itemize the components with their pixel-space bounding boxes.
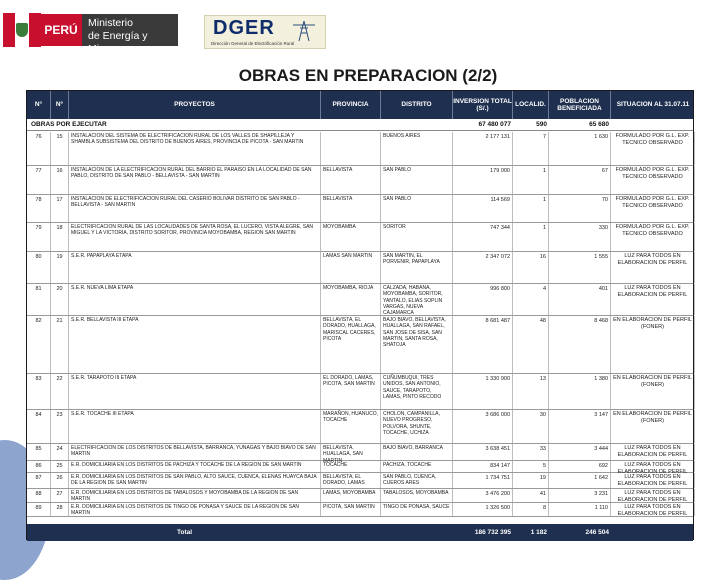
cell-no: 83 — [27, 374, 51, 409]
cell-poblacion: 1 380 — [549, 374, 611, 409]
cell-no: 88 — [27, 489, 51, 502]
cell-proyecto: INSTALACION DE ELECTRIFICACION RURAL DEL CASERIO BOLIVAR DISTRITO DE SAN PABLO - BELLAVISTA - SAN MARTIN — [69, 195, 321, 222]
cell-no: 80 — [27, 252, 51, 283]
cell-poblacion: 3 444 — [549, 444, 611, 460]
cell-distrito: PACHIZA, TOCACHE — [381, 461, 453, 472]
cell-inversion: 1 326 500 — [453, 503, 513, 516]
cell-provincia — [321, 132, 381, 165]
section-poblacion: 65 680 — [589, 121, 609, 128]
cell-distrito: CALZADA, HABANA, MOYOBAMBA, SORITOR, YANTALO, ELIAS SOPLIN VARGAS, NUEVA CAJAMARCA — [381, 284, 453, 315]
cell-distrito: TINGO DE PONASA, SAUCE — [381, 503, 453, 516]
cell-proyecto: S.E.R. NUEVA LIMA ETAPA — [69, 284, 321, 315]
cell-no: 87 — [27, 473, 51, 488]
section-inversion: 67 480 077 — [478, 121, 511, 128]
cell-provincia: LAMAS SAN MARTIN — [321, 252, 381, 283]
cell-inversion: 1 734 751 — [453, 473, 513, 488]
cell-situacion: LUZ PARA TODOS EN ELABORACION DE PERFIL — [611, 461, 695, 472]
cell-localid: 19 — [513, 473, 549, 488]
cell-localid: 1 — [513, 223, 549, 251]
table-row — [27, 195, 693, 223]
cell-n: 15 — [51, 132, 69, 165]
cell-proyecto: S.E.R. BELLAVISTA III ETAPA — [69, 316, 321, 373]
cell-inversion: 996 800 — [453, 284, 513, 315]
header-proyectos: PROYECTOS — [69, 91, 321, 119]
cell-localid: 4 — [513, 284, 549, 315]
header-localid: LOCALID. — [513, 91, 549, 119]
cell-distrito: TABALOSOS, MOYOBAMBA — [381, 489, 453, 502]
cell-poblacion: 401 — [549, 284, 611, 315]
cell-localid: 5 — [513, 461, 549, 472]
ministry-logo — [82, 14, 178, 55]
cell-poblacion: 1 555 — [549, 252, 611, 283]
cell-no: 77 — [27, 166, 51, 194]
total-row — [27, 524, 693, 541]
cell-inversion: 1 330 900 — [453, 374, 513, 409]
table-row — [27, 166, 693, 195]
cell-n: 19 — [51, 252, 69, 283]
table-row — [27, 284, 693, 316]
header-poblacion: POBLACION BENEFICIADA — [549, 91, 611, 119]
header-inversion: INVERSION TOTAL (S/.) — [453, 91, 513, 119]
cell-n: 28 — [51, 503, 69, 516]
cell-poblacion: 67 — [549, 166, 611, 194]
cell-n: 25 — [51, 461, 69, 472]
cell-n: 18 — [51, 223, 69, 251]
cell-localid: 41 — [513, 489, 549, 502]
cell-localid: 13 — [513, 374, 549, 409]
cell-distrito: BAJO BIAVO, BARRANCA — [381, 444, 453, 460]
cell-no: 79 — [27, 223, 51, 251]
peru-coat-of-arms-icon — [3, 13, 41, 47]
cell-inversion: 8 681 487 — [453, 316, 513, 373]
cell-poblacion: 692 — [549, 461, 611, 472]
cell-n: 23 — [51, 410, 69, 443]
cell-situacion: FORMULADO POR G.L. EXP. TECNICO OBSERVADO — [611, 132, 695, 165]
cell-provincia: MOYOBAMBA, RIOJA — [321, 284, 381, 315]
projects-table — [26, 90, 694, 540]
cell-n: 24 — [51, 444, 69, 460]
cell-localid: 30 — [513, 410, 549, 443]
total-localid: 1 182 — [530, 529, 547, 536]
cell-no: 76 — [27, 132, 51, 165]
cell-poblacion: 1 110 — [549, 503, 611, 516]
cell-poblacion: 330 — [549, 223, 611, 251]
cell-distrito: CHOLON, CAMPANILLA, NUEVO PROGRESO, POLVORA, SHUNTE, TOCACHE, UCHIZA — [381, 410, 453, 443]
cell-distrito: SAN PABLO, CUENCA, CUEROS ARES — [381, 473, 453, 488]
dger-logo — [204, 15, 326, 49]
cell-situacion: LUZ PARA TODOS EN ELABORACION DE PERFIL — [611, 489, 695, 502]
cell-proyecto: INSTALACION DEL SISTEMA DE ELECTRIFICACION RURAL DE LOS VALLES DE SHAPILLEJA Y SHAMBLA SUBSISTEMA DEL DISTRITO DE BUENOS AIRES, PROVINCIA DE PICOTA - SAN MARTIN — [69, 132, 321, 165]
peru-logo-label: PERÚ — [40, 14, 82, 46]
cell-situacion: LUZ PARA TODOS EN ELABORACION DE PERFIL — [611, 473, 695, 488]
cell-localid: 16 — [513, 252, 549, 283]
cell-no: 86 — [27, 461, 51, 472]
cell-provincia: TOCACHE — [321, 461, 381, 472]
header-n: N° — [51, 91, 69, 119]
cell-no: 85 — [27, 444, 51, 460]
page-title: OBRAS EN PREPARACION (2/2) — [238, 66, 498, 85]
cell-localid: 48 — [513, 316, 549, 373]
cell-inversion: 114 569 — [453, 195, 513, 222]
cell-proyecto: S.E.R. TOCACHE III ETAPA — [69, 410, 321, 443]
table-row — [27, 252, 693, 284]
cell-distrito: SAN PABLO — [381, 166, 453, 194]
cell-provincia: BELLAVISTA, EL DORADO, HUALLAGA, MARISCAL CACERES, PICOTA — [321, 316, 381, 373]
cell-localid: 33 — [513, 444, 549, 460]
cell-situacion: LUZ PARA TODOS EN ELABORACION DE PERFIL — [611, 444, 695, 460]
cell-distrito: CUÑUMBUQUI, TRES UNIDOS, SAN ANTONIO, SAUCE, TARAPOTO, LAMAS, PINTO RECODO — [381, 374, 453, 409]
cell-distrito: SAN MARTIN, EL PORVENIR, PAPAPLAYA — [381, 252, 453, 283]
cell-provincia: BELLAVISTA — [321, 195, 381, 222]
cell-provincia: BELLAVISTA, HUALLAGA, SAN MARTIN — [321, 444, 381, 460]
cell-proyecto: ELECTRIFICACION DE LOS DISTRITOS DE BELLAVISTA, BARRANCA, YUNAGAS Y BAJO BIAVO DE SAN MARTIN — [69, 444, 321, 460]
header-distrito: DISTRITO — [381, 91, 453, 119]
ministry-line-1: Ministerio — [88, 17, 133, 29]
cell-situacion: LUZ PARA TODOS EN ELABORACION DE PERFIL — [611, 284, 695, 315]
cell-n: 17 — [51, 195, 69, 222]
cell-inversion: 747 344 — [453, 223, 513, 251]
cell-no: 78 — [27, 195, 51, 222]
cell-situacion: EN ELABORACION DE PERFIL (FONER) — [611, 410, 695, 443]
cell-localid: 8 — [513, 503, 549, 516]
cell-poblacion: 1 630 — [549, 132, 611, 165]
section-label: OBRAS POR EJECUTAR — [31, 121, 107, 128]
cell-proyecto: ELECTRIFICACION RURAL DE LAS LOCALIDADES DE SANTA ROSA, EL LUCERO, VISTA ALEGRE, SAN MIGUEL Y LA VICTORIA, DISTRITO SORITOR, PROVINCIA MOYOBAMBA, REGION SAN MARTIN — [69, 223, 321, 251]
cell-inversion: 834 147 — [453, 461, 513, 472]
cell-situacion: EN ELABORACION DE PERFIL (FONER) — [611, 374, 695, 409]
cell-no: 89 — [27, 503, 51, 516]
table-row — [27, 461, 693, 473]
section-row — [27, 120, 693, 131]
cell-n: 21 — [51, 316, 69, 373]
cell-provincia: EL DORADO, LAMAS, PICOTA, SAN MARTIN — [321, 374, 381, 409]
dger-subtitle: Dirección General de Electrificación Rural — [211, 41, 295, 46]
cell-situacion: EN ELABORACION DE PERFIL (FONER) — [611, 316, 695, 373]
table-header-row — [27, 91, 693, 119]
cell-n: 27 — [51, 489, 69, 502]
cell-proyecto: E.R. DOMICILIARIA EN LOS DISTRITOS DE TINGO DE PONASA Y SAUCE DE LA REGION DE SAN MARTIN — [69, 503, 321, 516]
cell-distrito: SORITOR — [381, 223, 453, 251]
cell-distrito: SAN PABLO — [381, 195, 453, 222]
cell-distrito: BUENOS AIRES — [381, 132, 453, 165]
table-row — [27, 410, 693, 444]
cell-poblacion: 3 147 — [549, 410, 611, 443]
total-inversion: 186 732 395 — [474, 529, 511, 536]
cell-proyecto: S.E.R. TARAPOTO III ETAPA — [69, 374, 321, 409]
cell-poblacion: 1 642 — [549, 473, 611, 488]
cell-inversion: 2 347 072 — [453, 252, 513, 283]
header-situacion: SITUACION AL 31.07.11 — [616, 101, 690, 109]
cell-localid: 1 — [513, 195, 549, 222]
cell-no: 81 — [27, 284, 51, 315]
header-provincia: PROVINCIA — [321, 91, 381, 119]
cell-provincia: BELLAVISTA — [321, 166, 381, 194]
table-row — [27, 374, 693, 410]
cell-n: 16 — [51, 166, 69, 194]
table-row — [27, 444, 693, 464]
cell-distrito: BAJO BIAVO, BELLAVISTA, HUALLAGA, SAN RAFAEL, SAN JOSE DE SISA, SAN MARTIN, SANTA ROSA, SHATOJA — [381, 316, 453, 373]
cell-inversion: 179 000 — [453, 166, 513, 194]
cell-localid: 1 — [513, 166, 549, 194]
cell-proyecto: E.R. DOMICILIARIA EN LOS DISTRITOS DE SAN PABLO, ALTO SAUCE, CUENCA, ELENAS HUAYCA BAJA DE LA REGION DE SAN MARTIN — [69, 473, 321, 488]
cell-inversion: 3 476 200 — [453, 489, 513, 502]
cell-provincia: LAMAS, MOYOBAMBA — [321, 489, 381, 502]
page-header — [0, 0, 720, 62]
dger-title: DGER — [213, 17, 275, 39]
cell-situacion: FORMULADO POR G.L. EXP. TECNICO OBSERVADO — [611, 195, 695, 222]
power-tower-icon — [289, 20, 319, 42]
cell-inversion: 3 638 451 — [453, 444, 513, 460]
table-row — [27, 473, 693, 489]
total-label: Total — [177, 529, 193, 536]
cell-provincia: MARAÑON, HUANUCO, TOCACHE — [321, 410, 381, 443]
header-no: N° — [27, 91, 51, 119]
cell-proyecto: E.R. DOMICILIARIA EN LOS DISTRITOS DE TABALOSOS Y MOYOBAMBA DE LA REGION DE SAN MARTIN — [69, 489, 321, 502]
cell-proyecto: S.E.R. PAPAPLAYA ETAPA — [69, 252, 321, 283]
cell-inversion: 2 177 131 — [453, 132, 513, 165]
cell-localid: 7 — [513, 132, 549, 165]
table-row — [27, 132, 693, 166]
cell-situacion: LUZ PARA TODOS EN ELABORACION DE PERFIL — [611, 252, 695, 283]
table-row — [27, 503, 693, 517]
cell-proyecto: E.R. DOMICILIARIA EN LOS DISTRITOS DE PACHIZA Y TOCACHE DE LA REGION DE SAN MARTIN — [69, 461, 321, 472]
cell-no: 82 — [27, 316, 51, 373]
cell-inversion: 3 686 000 — [453, 410, 513, 443]
cell-provincia: MOYOBAMBA — [321, 223, 381, 251]
section-localid: 590 — [536, 121, 547, 128]
cell-n: 22 — [51, 374, 69, 409]
cell-provincia: PICOTA, SAN MARTIN — [321, 503, 381, 516]
cell-poblacion: 3 231 — [549, 489, 611, 502]
cell-provincia: BELLAVISTA, EL DORADO, LAMAS — [321, 473, 381, 488]
cell-proyecto: INSTALACION DE LA ELECTRIFICACION RURAL DEL BARRIO EL PARAISO EN LA LOCALIDAD DE SAN PABLO, DISTRITO DE SAN PABLO - BELLAVISTA - SAN MARTIN — [69, 166, 321, 194]
cell-situacion: FORMULADO POR G.L. EXP. TECNICO OBSERVADO — [611, 166, 695, 194]
total-poblacion: 246 504 — [585, 529, 609, 536]
cell-poblacion: 70 — [549, 195, 611, 222]
table-row — [27, 316, 693, 374]
cell-no: 84 — [27, 410, 51, 443]
cell-situacion: FORMULADO POR G.L. EXP. TECNICO OBSERVADO — [611, 223, 695, 251]
cell-poblacion: 8 468 — [549, 316, 611, 373]
cell-situacion: LUZ PARA TODOS EN ELABORACION DE PERFIL — [611, 503, 695, 516]
ministry-line-2: de Energía y Minas — [88, 30, 148, 55]
table-row — [27, 223, 693, 252]
table-row — [27, 489, 693, 503]
cell-n: 20 — [51, 284, 69, 315]
cell-n: 26 — [51, 473, 69, 488]
